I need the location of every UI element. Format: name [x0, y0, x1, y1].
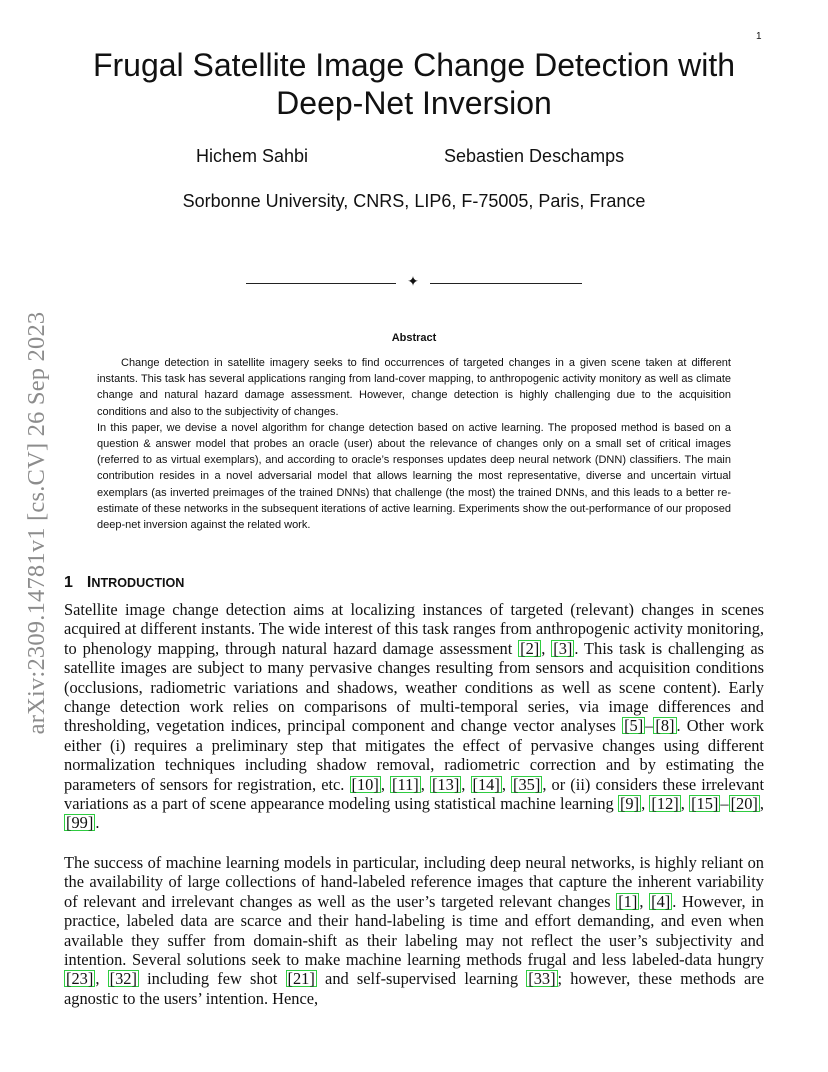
body-text: ; however, these methods are agnostic to the users’ intention. Hence,: [64, 969, 764, 1008]
author-name: Hichem Sahbi: [196, 146, 309, 166]
citation-link[interactable]: [20]: [730, 794, 758, 814]
citation-link[interactable]: [15]: [691, 794, 719, 814]
paper-title: Frugal Satellite Image Change Detection with Deep-Net Inversion: [92, 47, 736, 121]
citation-link[interactable]: [33]: [528, 969, 556, 989]
section-title-rest: NTRODUCTION: [91, 576, 185, 590]
body-text: ,: [380, 774, 391, 794]
body-paragraph: [64, 600, 764, 833]
section-title-initial: I: [86, 574, 92, 591]
abstract-paragraph: Change detection in satellite imagery seeks to find occurrences of targeted changes in a given scene taken at different instants. This task has several applications ranging from land-cover mapping, to anthropogenic activity monitory as well as climate change and natural hazard damage assessment. However, change detection is highly challenging due to the acquisition conditions and also to the subjectivity of changes.: [97, 357, 731, 418]
citation-link[interactable]: [11]: [392, 774, 419, 794]
citation-link[interactable]: [8]: [655, 716, 675, 736]
citation-link[interactable]: [3]: [553, 638, 573, 658]
citation-link[interactable]: [10]: [351, 774, 379, 794]
body-text: –: [720, 794, 729, 814]
body-text: ,: [501, 774, 512, 794]
body-text: ,: [759, 794, 764, 814]
author-affiliation: Sorbonne University, CNRS, LIP6, F-75005, Paris, France: [182, 191, 646, 211]
section-number: 1: [64, 574, 73, 591]
citation-link[interactable]: [32]: [109, 969, 137, 989]
body-text: ,: [541, 638, 552, 658]
body-text: –: [645, 716, 654, 736]
author-name: Sebastien Deschamps: [444, 146, 625, 166]
body-text: . However, in practice, labeled data are scarce and their hand-labeling is time and effort demanding, and even when available they suffer from domain-shift as their labeling may not reflect the user’s subjectivity and intention. Several solutions seek to make machine learning methods frugal and less labeled-data hungry: [64, 891, 764, 970]
citation-link[interactable]: [35]: [513, 774, 541, 794]
citation-link[interactable]: [5]: [624, 716, 644, 736]
citation-link[interactable]: [13]: [431, 774, 460, 794]
citation-link[interactable]: [9]: [619, 794, 640, 814]
body-text: , or (ii) considers these irrelevant variations as a part of scene appearance modeling using statistical machine learning: [64, 774, 765, 814]
citation-link[interactable]: [21]: [287, 969, 315, 989]
abstract-heading: Abstract: [391, 332, 437, 344]
citation-link[interactable]: [14]: [472, 774, 500, 794]
body-text: . Other work either (i) requires a preliminary step that mitigates the effect of pervasive changes using different normalization techniques including shadow removal, radiometric correction and by estimating the parameters of sensors for registration, etc.: [64, 716, 764, 794]
separator-rule-left: [246, 283, 396, 284]
body-text: ,: [95, 969, 108, 989]
body-paragraph: [64, 853, 764, 1008]
body-text: including few shot: [138, 969, 286, 989]
citation-link[interactable]: [1]: [618, 891, 638, 911]
body-text: ,: [461, 774, 471, 794]
separator-rule-right: [430, 283, 582, 284]
arxiv-identifier-text: arXiv:2309.14781v1 [cs.CV] 26 Sep 2023: [23, 311, 50, 735]
body-text: The success of machine learning models in particular, including deep neural networks, is highly reliant on the availability of large collections of hand-labeled reference images that capture the inherent variability of relevant and irrelevant changes as well as the user’s targeted relevant changes: [64, 853, 764, 911]
citation-link[interactable]: [12]: [651, 794, 679, 814]
citation-link[interactable]: [99]: [66, 813, 94, 833]
section-heading: [64, 574, 184, 592]
body-text: .: [95, 813, 100, 833]
body-text: ,: [420, 774, 430, 794]
body-text: ,: [639, 891, 650, 911]
citation-link[interactable]: [23]: [66, 969, 94, 989]
citation-link[interactable]: [2]: [520, 638, 540, 658]
abstract-paragraph: In this paper, we devise a novel algorithm for change detection based on active learning. The proposed method is based on a question & answer model that probes an oracle (user) about the relevance of changes only on a small set of critical images (referred to as virtual exemplars), and according to oracle’s responses updates deep neural network (DNN) classifiers. The main contribution resides in a novel adversarial model that allows learning the most representative, diverse and uncertain virtual exemplars (as inverted preimages of the trained DNNs) that challenge (the most) the trained DNNs, and this leads to a better re-estimate of these networks in the subsequent iterations of active learning. Experiments show the out-performance of our proposed deep-net inversion against the related work.: [97, 421, 731, 532]
separator-diamond-icon: ✦: [407, 274, 419, 290]
body-text: ,: [680, 794, 690, 814]
body-text: . This task is challenging as satellite images are subject to many pervasive changes resulting from sensors and acquisition conditions (occlusions, radiometric variations and shadows, weather conditions as well as scene content). Early change detection work relies on comparisons of multi-temporal series, via image differences and thresholding, vegetation indices, principal component and change vector analyses: [64, 638, 764, 736]
body-text: ,: [641, 794, 650, 814]
page-number: 1: [756, 31, 762, 42]
body-text: Satellite image change detection aims at localizing instances of targeted (relevant) changes in scenes acquired at different instants. The wide interest of this task ranges from anthropogenic activity monitoring, to phenology mapping, through natural hazard damage assessment: [64, 600, 764, 658]
arxiv-identifier-stamp: [24, 287, 50, 759]
abstract-body: [97, 355, 731, 533]
body-text: and self-supervised learning: [316, 969, 527, 989]
citation-link[interactable]: [4]: [651, 891, 671, 911]
